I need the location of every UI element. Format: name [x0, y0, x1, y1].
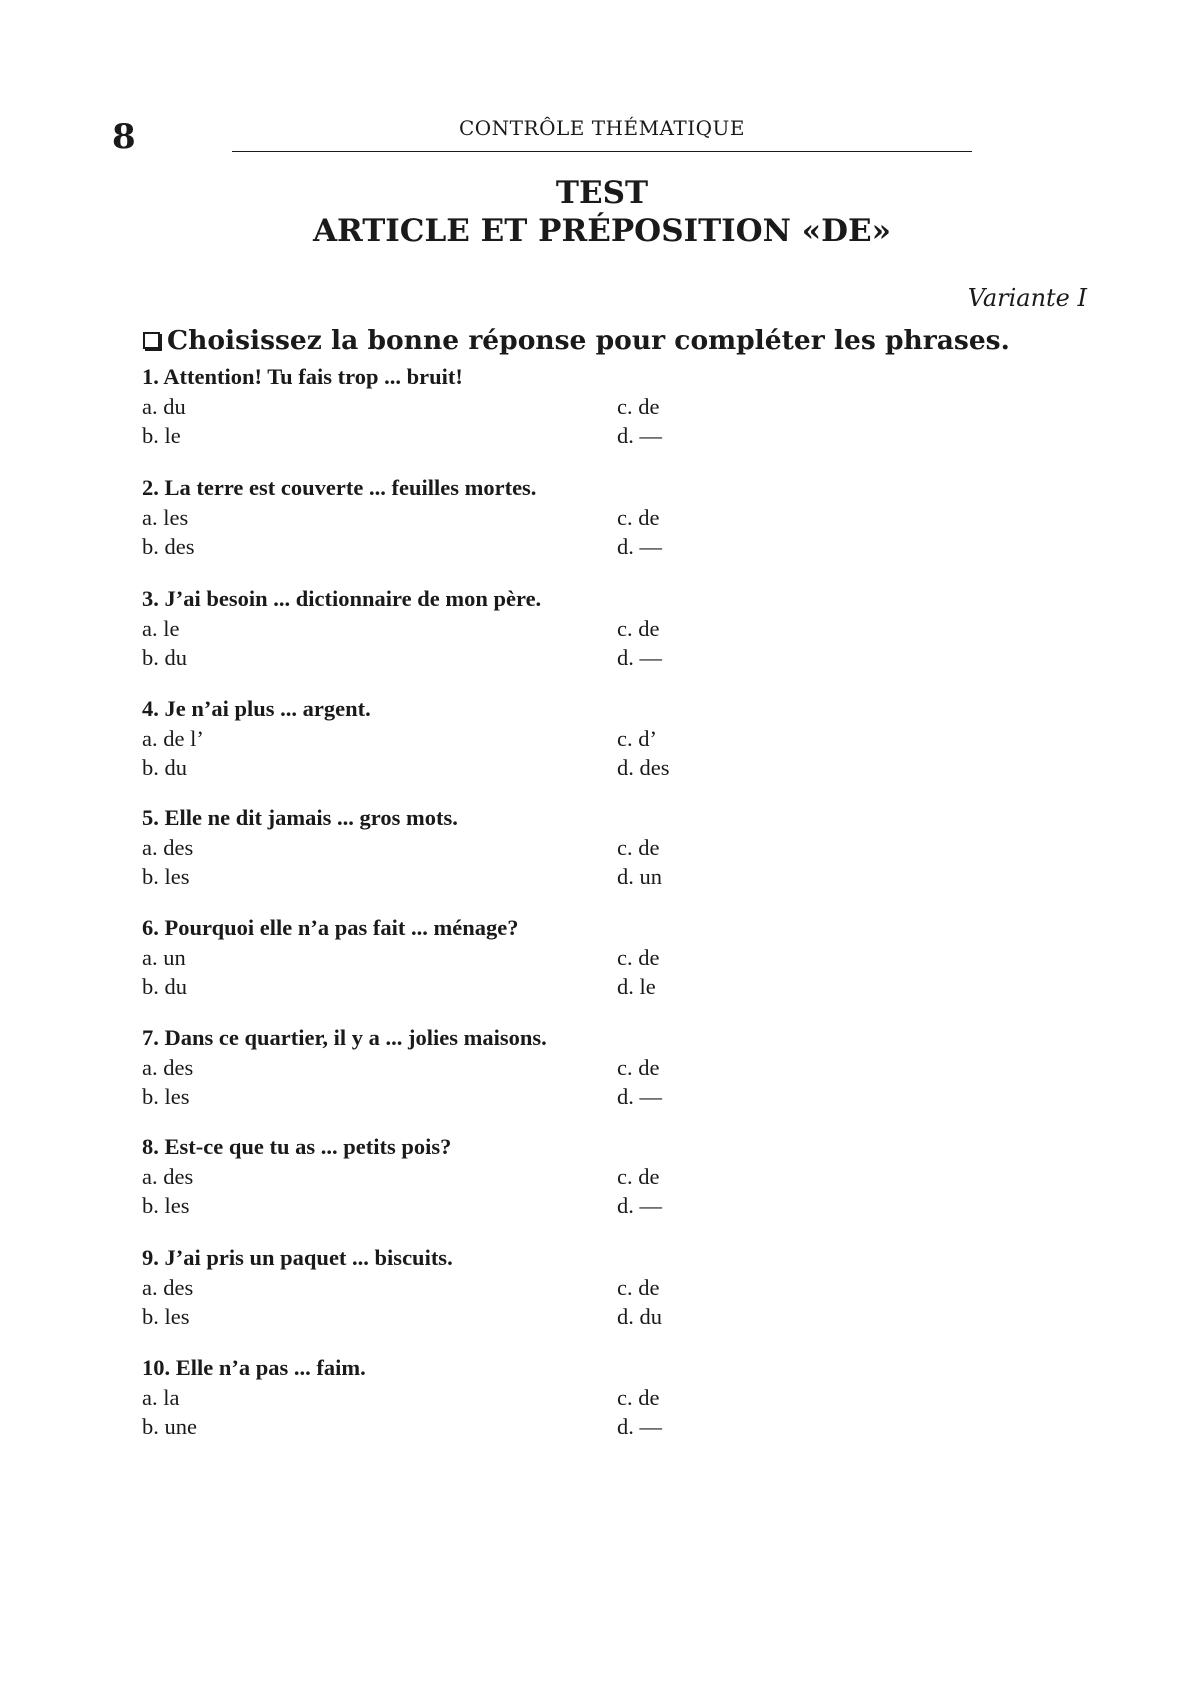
test-subtitle: ARTICLE ET PRÉPOSITION «DE»	[312, 213, 892, 249]
question-stem: 5. Elle ne dit jamais ... gros mots.	[142, 805, 458, 830]
option-d: d. —	[617, 423, 662, 448]
question-4	[142, 694, 862, 783]
question-stem: 1. Attention! Tu fais trop ... bruit!	[142, 364, 463, 389]
option-a: a. de l’	[142, 725, 204, 751]
option-b: b. du	[142, 645, 187, 670]
option-a: a. des	[142, 1163, 194, 1189]
running-title: CONTRÔLE THÉMATIQUE	[458, 116, 746, 140]
option-b: b. du	[142, 755, 187, 780]
option-c: c. de	[617, 944, 660, 970]
option-b: b. du	[142, 974, 187, 999]
option-a: a. la	[142, 1384, 180, 1410]
option-a: a. du	[142, 393, 186, 419]
question-stem: 2. La terre est couverte ... feuilles mortes.	[142, 475, 537, 500]
option-b: b. une	[142, 1414, 197, 1439]
option-a: a. le	[142, 615, 180, 641]
option-c: c. de	[617, 1384, 660, 1410]
question-6	[142, 913, 862, 1002]
option-b: b. les	[142, 1304, 190, 1329]
option-b: b. le	[142, 423, 181, 448]
option-b: b. les	[142, 864, 190, 889]
option-c: c. de	[617, 504, 660, 530]
option-a: a. des	[142, 834, 194, 860]
option-d: d. le	[617, 974, 656, 999]
option-c: c. de	[617, 1163, 660, 1189]
option-d: d. des	[617, 755, 670, 780]
variant-label: Variante I	[967, 284, 1087, 312]
instruction-text: Choisissez la bonne réponse pour compléter les phrases.	[167, 325, 1010, 356]
option-d: d. un	[617, 864, 662, 889]
question-7	[142, 1023, 862, 1112]
option-c: c. de	[617, 1054, 660, 1080]
question-stem: 4. Je n’ai plus ... argent.	[142, 696, 371, 721]
question-stem: 6. Pourquoi elle n’a pas fait ... ménage?	[142, 915, 519, 940]
option-a: a. des	[142, 1054, 194, 1080]
option-a: a. les	[142, 504, 189, 530]
instruction	[143, 325, 1010, 356]
page-number: 8	[112, 117, 136, 157]
option-b: b. les	[142, 1193, 190, 1218]
option-d: d. —	[617, 645, 662, 670]
question-10	[142, 1353, 862, 1442]
question-stem: 8. Est-ce que tu as ... petits pois?	[142, 1134, 452, 1159]
option-d: d. —	[617, 534, 662, 559]
question-9	[142, 1243, 862, 1332]
option-c: c. de	[617, 834, 660, 860]
question-stem: 7. Dans ce quartier, il y a ... jolies maisons.	[142, 1025, 547, 1050]
option-b: b. des	[142, 534, 195, 559]
option-c: c. de	[617, 1274, 660, 1300]
question-1	[142, 362, 862, 451]
option-a: a. des	[142, 1274, 194, 1300]
test-title: TEST	[555, 175, 649, 211]
option-b: b. les	[142, 1084, 190, 1109]
option-c: c. de	[617, 615, 660, 641]
question-stem: 9. J’ai pris un paquet ... biscuits.	[142, 1245, 453, 1270]
option-a: a. un	[142, 944, 186, 970]
option-c: c. de	[617, 393, 660, 419]
option-d: d. —	[617, 1414, 662, 1439]
checkbox-icon	[143, 332, 160, 349]
question-5	[142, 803, 862, 892]
option-d: d. —	[617, 1193, 662, 1218]
option-d: d. —	[617, 1084, 662, 1109]
header-rule	[232, 151, 972, 152]
question-2	[142, 473, 862, 562]
question-stem: 3. J’ai besoin ... dictionnaire de mon père.	[142, 586, 542, 611]
question-3	[142, 584, 862, 673]
question-8	[142, 1132, 862, 1221]
question-stem: 10. Elle n’a pas ... faim.	[142, 1355, 366, 1380]
option-c: c. d’	[617, 725, 657, 751]
option-d: d. du	[617, 1304, 662, 1329]
